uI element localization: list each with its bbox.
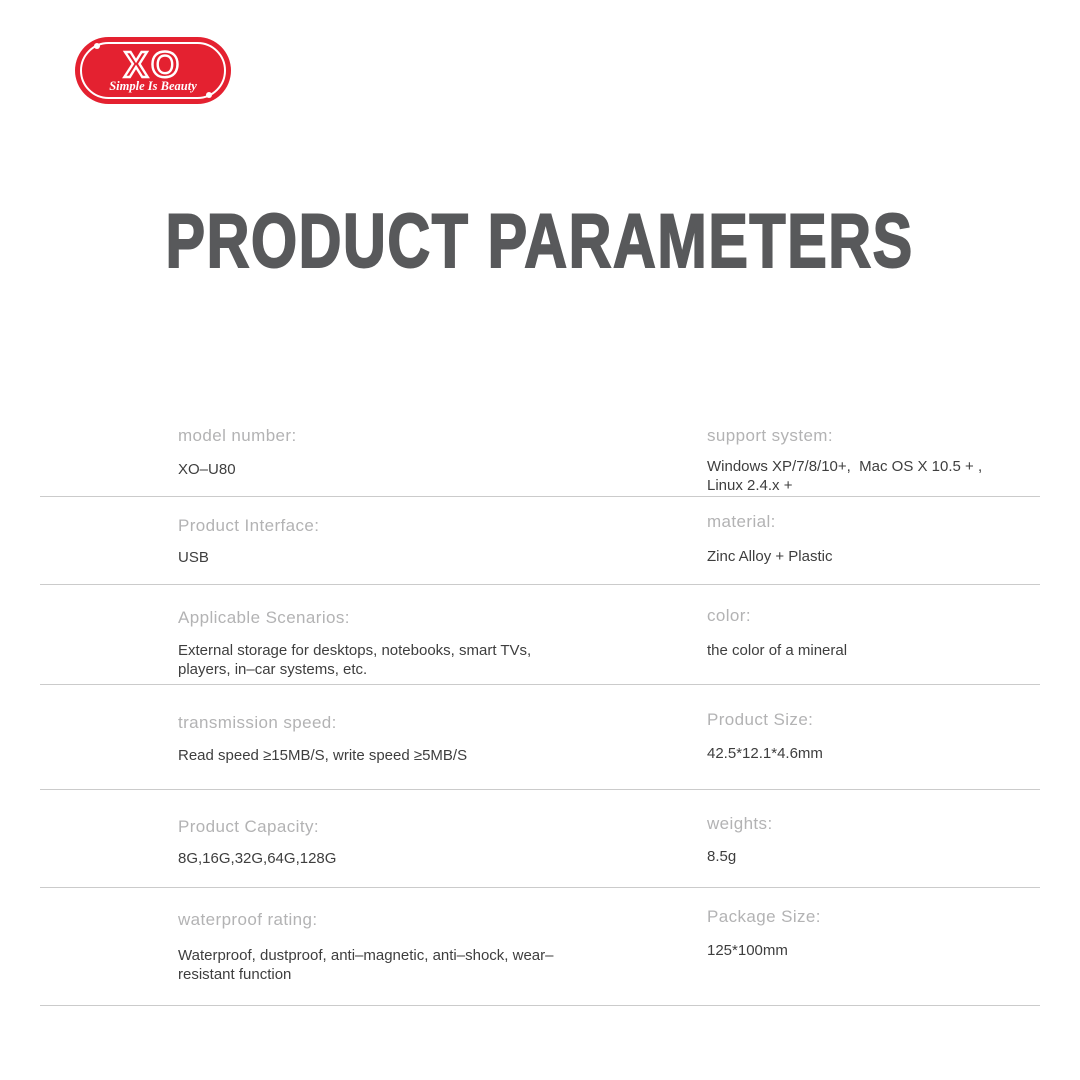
title-wrap xyxy=(0,198,1080,285)
logo-dot-bottom-right xyxy=(206,92,212,98)
spec-value-product-capacity: 8G,16G,32G,64G,128G xyxy=(178,850,337,867)
spec-label-product-size: Product Size: xyxy=(707,710,814,729)
page-title: PRODUCT PARAMETERS xyxy=(165,199,915,284)
spec-label-waterproof-rating: waterproof rating: xyxy=(178,910,318,929)
row-divider xyxy=(40,496,1040,497)
spec-label-model-number: model number: xyxy=(178,426,297,445)
spec-label-material: material: xyxy=(707,512,776,531)
row-divider xyxy=(40,887,1040,888)
xo-logo xyxy=(75,37,231,104)
spec-value-weights: 8.5g xyxy=(707,848,737,865)
spec-value-package-size: 125*100mm xyxy=(707,942,788,959)
spec-label-weights: weights: xyxy=(707,814,773,833)
logo-dot-top-left xyxy=(94,43,100,49)
spec-label-applicable-scenarios: Applicable Scenarios: xyxy=(178,608,350,627)
spec-label-package-size: Package Size: xyxy=(707,907,821,926)
spec-value-color: the color of a mineral xyxy=(707,642,848,659)
spec-value-model-number: XO–U80 xyxy=(178,461,236,478)
row-divider xyxy=(40,584,1040,585)
spec-value-waterproof-rating: Waterproof, dustproof, anti–magnetic, anti–shock, wear–resistant function xyxy=(178,947,554,983)
logo-brand-text: XO xyxy=(123,44,183,85)
row-divider xyxy=(40,1005,1040,1006)
logo-tagline: Simple Is Beauty xyxy=(109,79,197,93)
row-divider xyxy=(40,789,1040,790)
spec-label-product-capacity: Product Capacity: xyxy=(178,817,319,836)
spec-value-transmission-speed: Read speed ≥15MB/S, write speed ≥5MB/S xyxy=(178,747,468,764)
spec-label-transmission-speed: transmission speed: xyxy=(178,713,337,732)
spec-value-material: Zinc Alloy + Plastic xyxy=(707,548,833,565)
spec-label-color: color: xyxy=(707,606,751,625)
spec-value-product-size: 42.5*12.1*4.6mm xyxy=(707,745,823,762)
spec-label-product-interface: Product Interface: xyxy=(178,516,320,535)
spec-value-support-system: Windows XP/7/8/10+, Mac OS X 10.5 + , Linux 2.4.x + xyxy=(707,458,987,494)
spec-label-support-system: support system: xyxy=(707,426,833,445)
spec-value-product-interface: USB xyxy=(178,549,209,566)
row-divider xyxy=(40,684,1040,685)
spec-value-applicable-scenarios: External storage for desktops, notebooks, smart TVs, players, in–car systems, etc. xyxy=(178,642,536,678)
